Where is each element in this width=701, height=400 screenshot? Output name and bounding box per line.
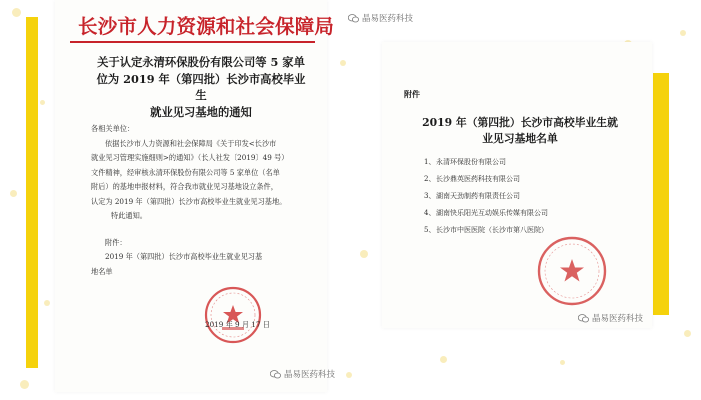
body-line: 就业见习管理实施细则>的通知》（长人社发〔2019〕49 号） [91, 153, 289, 162]
confetti-dot [44, 300, 50, 306]
confetti-dot [346, 372, 352, 378]
accent-stripe-right [653, 73, 669, 315]
notice-title-line: 位为 2019 年（第四批）长沙市高校毕业生 [96, 71, 306, 102]
wechat-icon [348, 14, 359, 23]
appendix-document-page [382, 42, 652, 328]
body-line: 附后）的基地申报材料，符合我市就业见习基地设立条件， [91, 182, 278, 191]
annex-label: 附件 [404, 89, 420, 99]
body-line: 认定为 2019 年（第四批）长沙市高校毕业生就业见习基地。 [91, 196, 287, 206]
attachment-line: 2019 年（第四批）长沙市高校毕业生就业见习基 [105, 252, 263, 261]
official-seal-icon [203, 285, 263, 345]
notice-document-page [55, 0, 335, 392]
appendix-title-line: 2019 年（第四批）长沙市高校毕业生就 [422, 116, 618, 129]
confetti-dot [340, 60, 346, 66]
list-item: 2、长沙鼎英医药科技有限公司 [424, 175, 520, 183]
confetti-dot [680, 30, 686, 36]
confetti-dot [684, 330, 691, 337]
watermark-text: 晶易医药科技 [592, 314, 644, 324]
top-watermark [348, 12, 413, 24]
list-item: 1、永清环保股份有限公司 [424, 158, 506, 166]
notice-title [91, 54, 311, 120]
list-item: 4、湖南快乐阳光互动娱乐传媒有限公司 [424, 209, 548, 217]
watermark-text: 晶易医药科技 [362, 14, 414, 24]
notice-title-line: 关于认定永清环保股份有限公司等 5 家单 [97, 55, 305, 69]
notice-date: 2019 年 9 月 17 日 [205, 320, 270, 329]
confetti-dot [10, 190, 17, 197]
confetti-dot [20, 380, 29, 389]
attachment-label: 附件： [105, 237, 127, 247]
body-line: 依据长沙市人力资源和社会保障局《关于印发<长沙市 [105, 138, 277, 148]
confetti-dot [560, 360, 565, 365]
salutation: 各相关单位： [91, 124, 135, 133]
notice-body [91, 122, 295, 279]
attachment-line: 地名单 [91, 266, 113, 276]
wechat-icon [578, 314, 589, 323]
confetti-dot [12, 8, 21, 17]
body-line: 文件精神，经审核永清环保股份有限公司等 5 家单位（名单 [91, 167, 280, 177]
watermark-text: 晶易医药科技 [284, 370, 336, 380]
notice-title-line: 就业见习基地的通知 [150, 104, 252, 119]
page-watermark [578, 312, 643, 324]
list-item: 3、湖南天劲制药有限责任公司 [424, 192, 520, 200]
confetti-dot [40, 100, 45, 105]
appendix-title [404, 115, 636, 146]
letterhead: 长沙市人力资源和社会保障局 [78, 15, 335, 38]
official-seal-icon [536, 235, 608, 307]
letterhead-divider [70, 41, 315, 43]
wechat-icon [270, 370, 281, 379]
confetti-dot [360, 250, 368, 258]
appendix-title-line: 业见习基地名单 [482, 131, 558, 145]
accent-stripe-left [26, 17, 38, 368]
base-list [424, 154, 636, 239]
list-item: 5、长沙市中医医院（长沙市第八医院） [424, 226, 548, 234]
body-line: 特此通知。 [111, 211, 147, 220]
confetti-dot [440, 356, 447, 363]
bottom-watermark [270, 368, 335, 380]
